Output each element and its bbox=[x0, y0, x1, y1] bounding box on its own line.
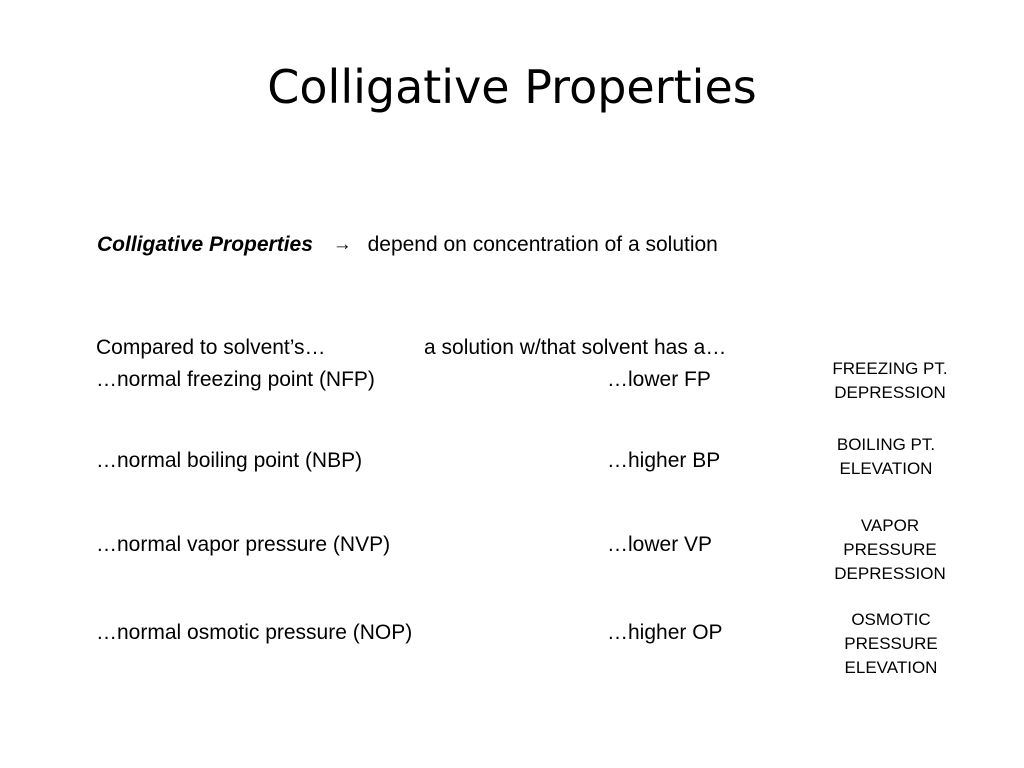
term-line: ELEVATION bbox=[844, 658, 938, 677]
definition-line bbox=[97, 232, 718, 257]
definition-text: depend on concentration of a solution bbox=[367, 233, 718, 256]
term-line: BOILING PT. bbox=[836, 435, 936, 454]
comparison-header-right: a solution w/that solvent has a… bbox=[424, 336, 727, 359]
slide-title: Colligative Properties bbox=[267, 60, 757, 114]
term-line: PRESSURE bbox=[843, 540, 937, 559]
term-line: ELEVATION bbox=[839, 459, 933, 478]
term-line: PRESSURE bbox=[844, 634, 938, 653]
solution-property-boiling: …higher BP bbox=[607, 449, 721, 472]
definition-term: Colligative Properties bbox=[97, 233, 313, 256]
term-line: FREEZING PT. bbox=[832, 359, 948, 378]
term-line: VAPOR bbox=[860, 516, 920, 535]
term-line: OSMOTIC bbox=[851, 610, 931, 629]
term-boiling-point-elevation bbox=[811, 433, 961, 481]
term-osmotic-pressure-elevation bbox=[816, 608, 966, 680]
solvent-property-boiling: …normal boiling point (NBP) bbox=[96, 449, 363, 472]
solvent-property-osmotic: …normal osmotic pressure (NOP) bbox=[96, 621, 413, 644]
term-vapor-pressure-depression bbox=[815, 514, 965, 586]
solvent-property-vapor: …normal vapor pressure (NVP) bbox=[96, 533, 391, 556]
solution-property-freezing: …lower FP bbox=[607, 368, 711, 391]
right-arrow-icon: → bbox=[332, 234, 352, 255]
comparison-header-left: Compared to solvent’s… bbox=[96, 336, 326, 359]
solvent-property-freezing: …normal freezing point (NFP) bbox=[96, 368, 375, 391]
solution-property-osmotic: …higher OP bbox=[607, 621, 723, 644]
term-line: DEPRESSION bbox=[834, 564, 946, 583]
term-freezing-point-depression bbox=[815, 357, 965, 405]
term-line: DEPRESSION bbox=[834, 383, 946, 402]
solution-property-vapor: …lower VP bbox=[607, 533, 713, 556]
